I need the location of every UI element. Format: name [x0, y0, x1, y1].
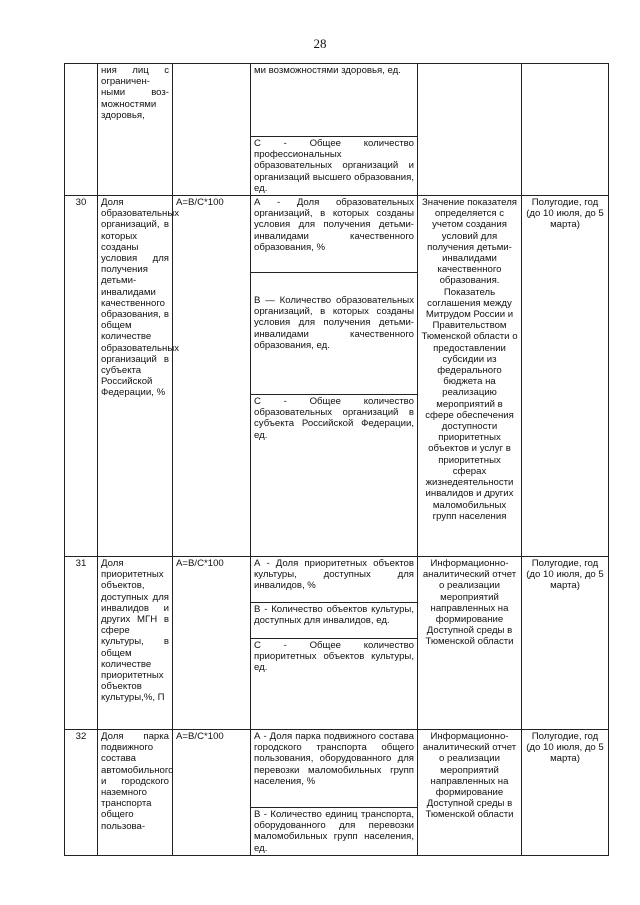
formula-cell: А=В/С*100 [173, 196, 251, 557]
period-cell: Полугодие, год (до 10 июля, до 5 марта) [522, 730, 609, 856]
table-row [65, 557, 609, 603]
page-number: 28 [313, 36, 327, 51]
period-cell: Полугодие, год (до 10 июля, до 5 марта) [522, 557, 609, 730]
row-number-cell: 30 [65, 196, 98, 557]
component-cell: В - Количество объектов культуры, доступных для инвалидов, ед. [251, 603, 418, 639]
component-cell: В - Количество единиц транспорта, оборудованного для перевозки маломобильных групп населения, ед. [251, 808, 418, 856]
note-cell: Информационно-аналитический отчет о реализации мероприятий направленных на формирование Доступной среды в Тюменской области [418, 730, 522, 856]
component-cell: А - Доля образовательных организаций, в которых созданы условия для получения детьми-инвалидами качественного образования, % [251, 196, 418, 273]
component-cell: А - Доля приоритетных объектов культуры, доступных для инвалидов, % [251, 557, 418, 603]
component-cell: ми возможностями здоровья, ед. [251, 64, 418, 137]
table-row [65, 196, 609, 273]
indicator-name-cell: ния лиц с ограничен-ными воз-можностями здоровья, [98, 64, 173, 196]
component-cell: С - Общее количество профессиональных образовательных организаций и организаций высшего образования, ед. [251, 137, 418, 196]
indicators-table [64, 63, 609, 856]
table-row [65, 730, 609, 808]
period-cell: Полугодие, год (до 10 июля, до 5 марта) [522, 196, 609, 557]
note-cell: Значение показателя определяется с учетом создания условий для получения детьми-инвалидами качественного образования. Показатель соглашения между Митрудом России и Правительством Тюменской области о предоставлении субсидии из федерального бюджета на реализацию мероприятий в сфере обеспечения доступности приоритетных объектов и услуг в приоритетных сферах жизнедеятельности инвалидов и других маломобильных групп населения [418, 196, 522, 557]
indicator-name-cell: Доля образовательных организаций, в которых созданы условия для получения детьми-инвалидами качественного образования, в общем количестве образовательных организаций в субъекта Российской Федерации, % [98, 196, 173, 557]
indicator-name-cell: Доля приоритетных объектов, доступных для инвалидов и других МГН в сфере культуры, в общем количестве приоритетных объектов культуры,%, П [98, 557, 173, 730]
formula-cell: А=В/С*100 [173, 557, 251, 730]
component-cell: В — Количество образовательных организаций, в которых созданы условия для получения детьми-инвалидами качественного образования, ед. [251, 273, 418, 395]
table-row [65, 64, 609, 137]
indicator-name-cell: Доля парка подвижного состава автомобильного и городского наземного транспорта общего пользова- [98, 730, 173, 856]
note-cell: Информационно-аналитический отчет о реализации мероприятий направленных на формирование Доступной среды в Тюменской области [418, 557, 522, 730]
row-number-cell [65, 64, 98, 196]
formula-cell [173, 64, 251, 196]
component-cell: А - Доля парка подвижного состава городского транспорта общего пользования, оборудованного для перевозки маломобильных групп населения, % [251, 730, 418, 808]
component-cell: С - Общее количество образовательных организаций в субъекта Российской Федерации, ед. [251, 395, 418, 557]
component-cell: С - Общее количество приоритетных объектов культуры, ед. [251, 639, 418, 730]
note-cell [418, 64, 522, 196]
row-number-cell: 32 [65, 730, 98, 856]
row-number-cell: 31 [65, 557, 98, 730]
formula-cell: А=В/С*100 [173, 730, 251, 856]
period-cell [522, 64, 609, 196]
